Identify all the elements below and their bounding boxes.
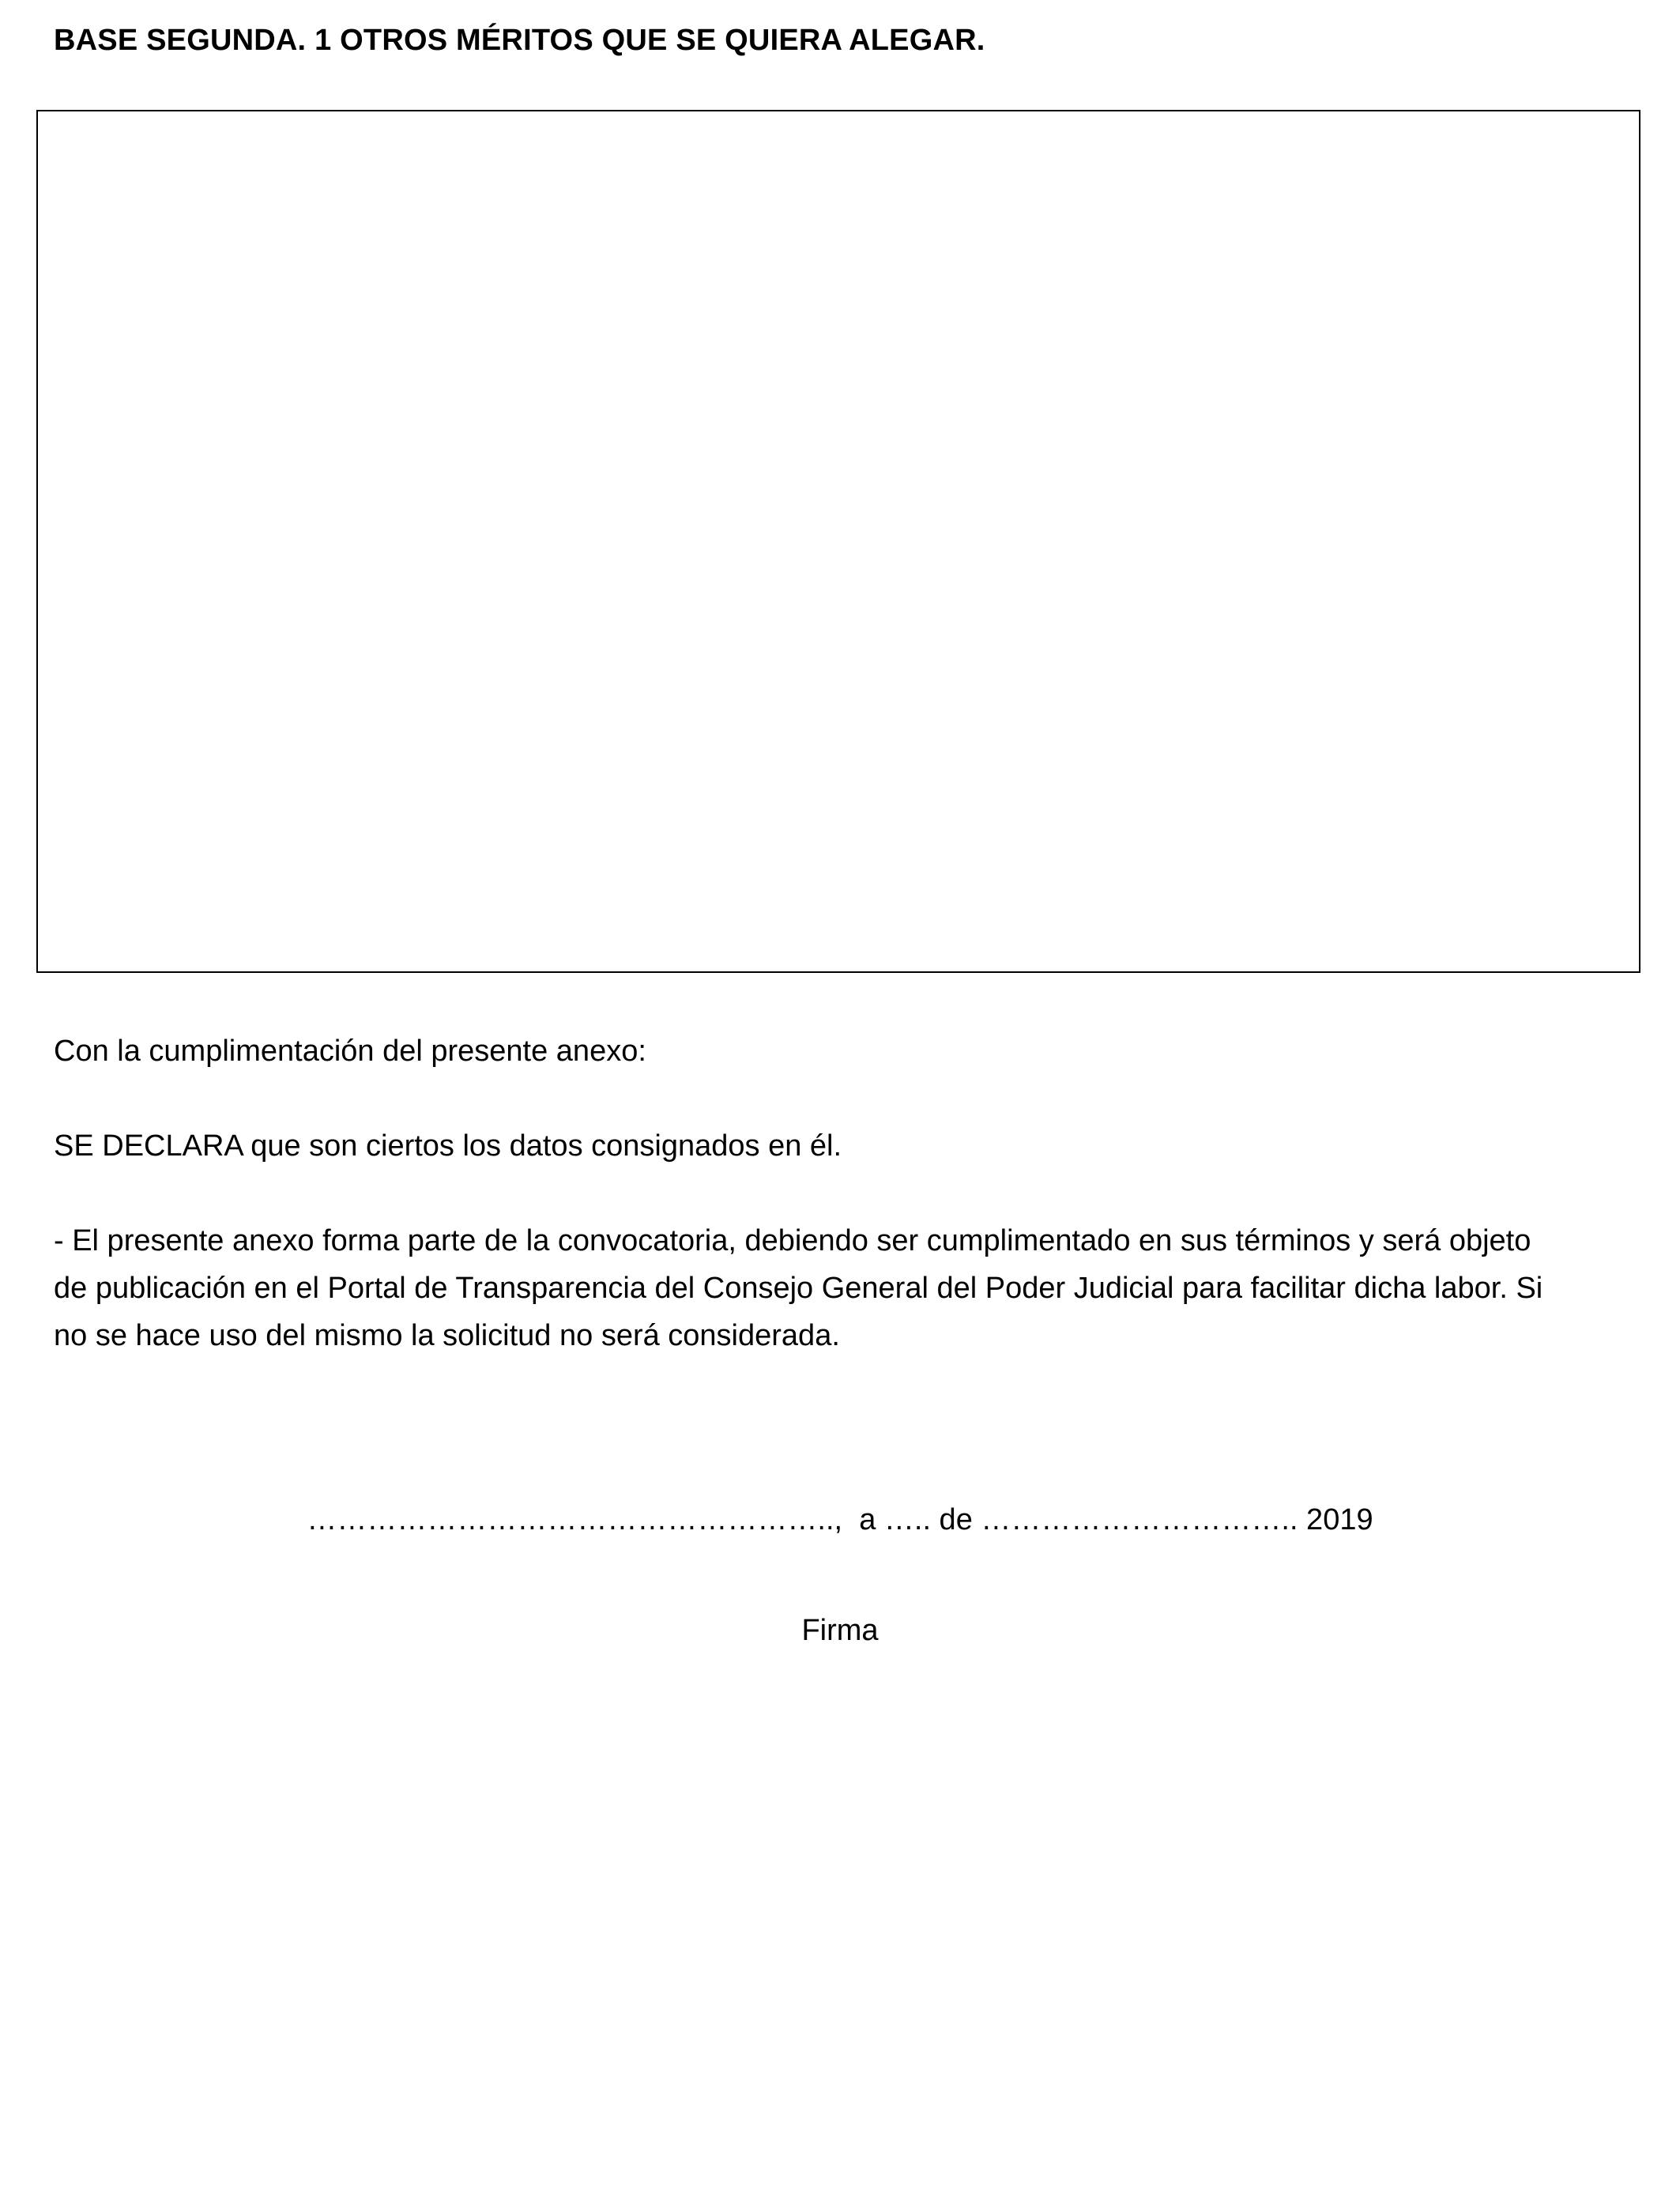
annex-note-line: - El presente anexo forma parte de la convocatoria, debiendo ser cumplimentado en sus términos y será objeto [54,1224,1531,1257]
annex-note-line: de publicación en el Portal de Transparencia del Consejo General del Poder Judicial para facilitar dicha labor. Si [54,1272,1543,1305]
other-merits-input-box[interactable] [36,110,1640,973]
section-heading: BASE SEGUNDA. 1 OTROS MÉRITOS QUE SE QUIERA ALEGAR. [54,24,985,57]
annex-note-line: no se hace uso del mismo la solicitud no será considerada. [54,1319,840,1352]
place-date-line: …………………………………………….., a ….. de ………………………….. 2019 [307,1503,1373,1536]
declaration-rest: que son ciertos los datos consignados en él. [242,1129,842,1163]
declaration-keyword: SE DECLARA [54,1129,243,1163]
declaration-text [54,1122,842,1170]
signature-label: Firma [801,1614,879,1647]
annex-note [54,1217,1634,1359]
intro-text: Con la cumplimentación del presente anexo: [54,1035,646,1068]
